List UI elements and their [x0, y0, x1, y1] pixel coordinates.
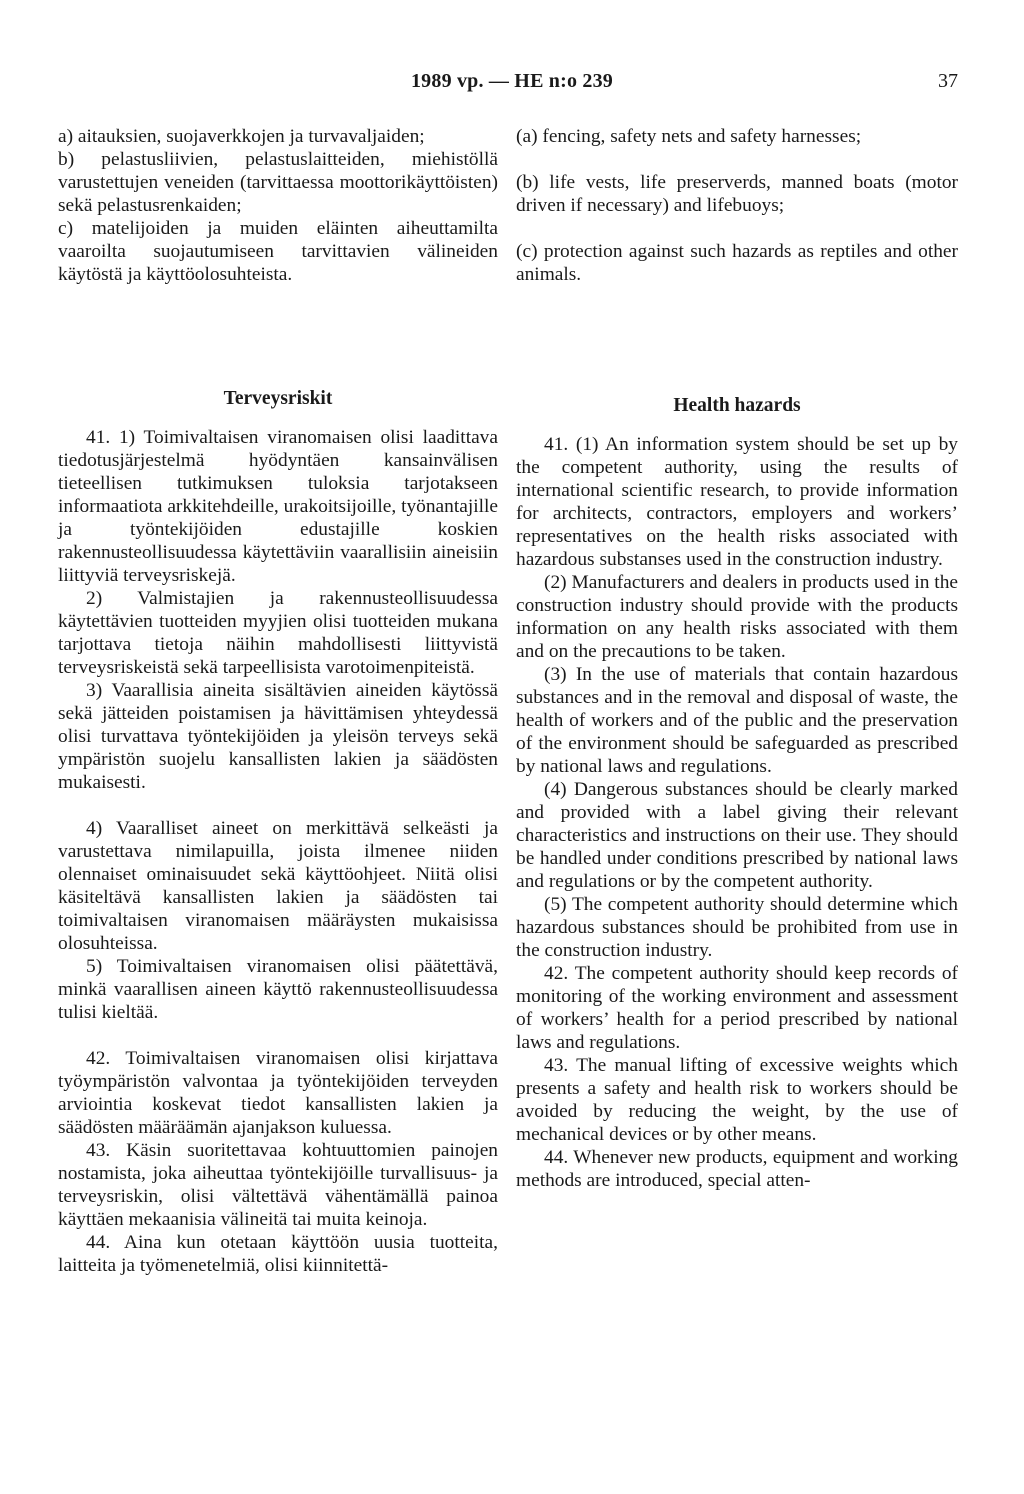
english-paragraph-44: 44. Whenever new products, equipment and working methods are introduced, special atten-: [516, 1147, 958, 1191]
english-section: [516, 394, 958, 1192]
english-paragraph-41-3: (3) In the use of materials that contain hazardous substances and in the removal and disposal of waste, the health of workers and of the public and the preservation of the environment should be safeguarded as prescribed by national laws and regulations.: [516, 664, 958, 777]
english-paragraph-41-1: 41. (1) An information system should be set up by the competent authority, using the results of international scientific research, to provide information for architects, contractors, employers and workers’ representatives on the health risks associated with hazardous substanses used in the construction industry.: [516, 434, 958, 570]
finnish-section-heading: Terveysriskit: [223, 388, 333, 409]
english-paragraph-41-5: (5) The competent authority should determine which hazardous substances should be prohibited from use in the construction industry.: [516, 894, 958, 961]
finnish-paragraph-41-1: 41. 1) Toimivaltaisen viranomaisen olisi laadittava tiedotusjärjestelmä hyödyntäen kansainvälisen tieteellisen tutkimuksen tuloksia tarjotakseen informaatiota arkkitehdeille, urakoitsijoille, työnantajille ja työntekijöiden edustajille koskien rakennusteollisuudessa käytettäviin vaarallisiin aineisiin liittyviä terveysriskejä.: [58, 427, 498, 586]
finnish-list-item-c: c) matelijoiden ja muiden eläinten aiheuttamilta vaaroilta suojautumiseen tarvittavien välineiden käytöstä ja käyttöolosuhteista.: [58, 218, 498, 285]
page-header: [0, 70, 1024, 100]
english-list-item-c: (c) protection against such hazards as reptiles and other animals.: [516, 241, 958, 285]
finnish-paragraph-41-5: 5) Toimivaltaisen viranomaisen olisi päätettävä, minkä vaarallisen aineen käyttö rakennusteollisuudessa tulisi kieltää.: [58, 956, 498, 1023]
english-section-heading: Health hazards: [673, 395, 801, 416]
english-paragraph-43: 43. The manual lifting of excessive weights which presents a safety and health risk to workers should be avoided by reducing the weight, by the use of mechanical devices or by other means.: [516, 1055, 958, 1145]
finnish-section: [58, 387, 498, 1277]
english-list-item-a: (a) fencing, safety nets and safety harnesses;: [516, 126, 862, 147]
finnish-list-block: [58, 125, 498, 286]
finnish-paragraph-43: 43. Käsin suoritettavaa kohtuuttomien painojen nostamista, joka aiheuttaa työntekijöille turvallisuus- ja terveysriskin, olisi vältettävä vähentämällä painoa käyttäen mekaanisia välineitä tai muita keinoja.: [58, 1140, 498, 1230]
running-title: 1989 vp. — HE n:o 239: [410, 70, 613, 92]
english-paragraph-41-4: (4) Dangerous substances should be clearly marked and provided with a label giving their relevant characteristics and instructions on their use. They should be handled under conditions prescribed by national laws and regulations or by the competent authority.: [516, 779, 958, 892]
english-paragraph-41-2: (2) Manufacturers and dealers in products used in the construction industry should provide with the products information on any health risks associated with them and on the precautions to be taken.: [516, 572, 958, 662]
page-number: 37: [938, 70, 958, 92]
finnish-paragraph-42: 42. Toimivaltaisen viranomaisen olisi kirjattava työympäristön valvontaa ja työntekijöiden terveyden arviointia koskevat tiedot kansallisten lakien ja säädösten määräämän ajanjakson kuluessa.: [58, 1048, 498, 1138]
finnish-paragraph-41-2: 2) Valmistajien ja rakennusteollisuudessa käytettävien tuotteiden myyjien olisi tuotteiden mukana tarjottava tietoja näihin mahdollisesti liittyvistä terveysriskeistä sekä tarpeellisista varotoimenpiteistä.: [58, 588, 498, 678]
finnish-list-item-a: a) aitauksien, suojaverkkojen ja turvavaljaiden;: [58, 126, 425, 147]
finnish-paragraph-41-4: 4) Vaaralliset aineet on merkittävä selkeästi ja varustettava nimilapuilla, joista ilmenee niiden olennaiset ominaisuudet sekä käyttöohjeet. Niitä olisi käsiteltävä kansallisten lakien ja säädösten tai toimivaltaisen viranomaisen määräysten mukaisissa olosuhteissa.: [58, 818, 498, 954]
finnish-paragraph-44: 44. Aina kun otetaan käyttöön uusia tuotteita, laitteita ja työmenetelmiä, olisi kiinnitettä-: [58, 1232, 498, 1276]
english-paragraph-42: 42. The competent authority should keep records of monitoring of the working environment and assessment of workers’ health for a period prescribed by national laws and regulations.: [516, 963, 958, 1053]
finnish-list-item-b: b) pelastusliivien, pelastuslaitteiden, miehistöllä varustettujen veneiden (tarvittaessa moottorikäyttöisten) sekä pelastusrenkaiden;: [58, 149, 498, 216]
finnish-paragraph-41-3: 3) Vaarallisia aineita sisältävien aineiden käytössä sekä jätteiden poistamisen ja hävittämisen yhteydessä olisi turvattava työntekijöiden ja yleisön terveys sekä ympäristön suojelu kansallisten lakien ja säädösten mukaisesti.: [58, 680, 498, 793]
english-list-item-b: (b) life vests, life preserverds, manned boats (motor driven if necessary) and lifebuoys;: [516, 172, 958, 216]
english-list-block: [516, 125, 958, 286]
